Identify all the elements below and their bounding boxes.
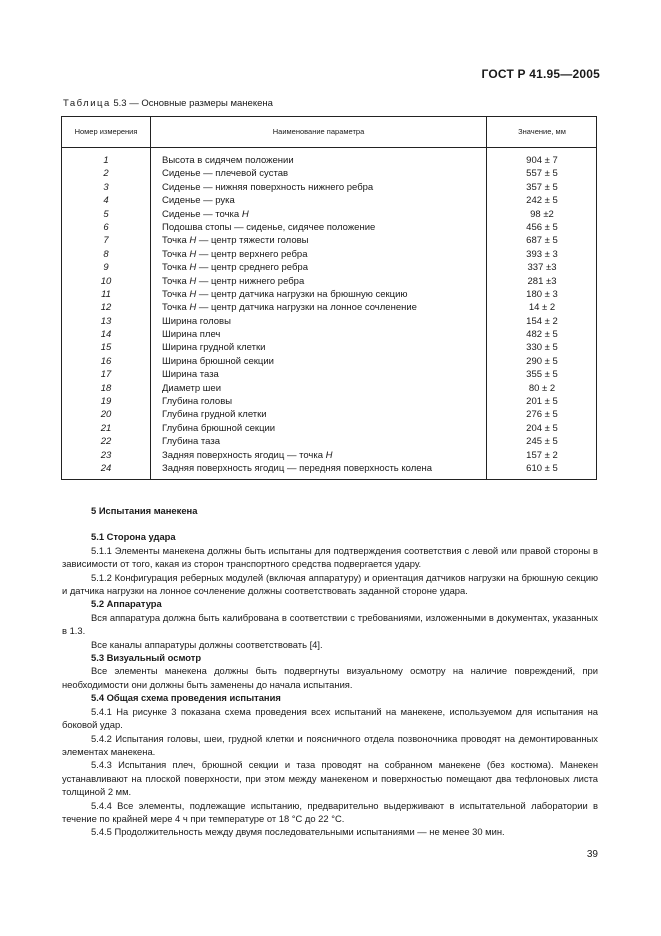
table-row (62, 154, 596, 167)
row-parameter: Ширина грудной клетки (162, 342, 266, 354)
subsection-heading: 5.2 Аппаратура (91, 598, 162, 610)
row-value: 330 ± 5 (526, 342, 558, 354)
table-row (62, 315, 596, 328)
row-value: 14 ± 2 (528, 302, 556, 314)
row-number: 11 (101, 288, 111, 300)
row-number: 9 (103, 262, 109, 274)
row-number: 21 (100, 422, 112, 434)
row-parameter: Сиденье — точка H (162, 208, 249, 220)
table-row (62, 355, 596, 368)
paragraph: 5.4.3 Испытания плеч, брюшной секции и таза проводят на собранном манекене (без костюма). Манекен устанавливают на плоской поверхности, при этом между манекеном и поверхностью помещают два тефлоновых листа толщиной 2 мм. (62, 759, 598, 798)
row-value: 281 ±3 (527, 275, 557, 287)
table-row (62, 449, 596, 462)
table-row (62, 167, 596, 180)
row-value: 290 ± 5 (526, 355, 558, 367)
dimensions-table (61, 116, 597, 480)
row-value: 482 ± 5 (526, 329, 558, 341)
row-parameter: Точка H — центр среднего ребра (162, 262, 308, 274)
row-parameter: Глубина грудной клетки (162, 409, 267, 421)
subsection-heading: 5.4 Общая схема проведения испытания (91, 692, 281, 704)
row-value: 355 ± 5 (526, 369, 558, 381)
table-row (62, 181, 596, 194)
table-row (62, 261, 596, 274)
row-value: 245 ± 5 (526, 436, 558, 448)
row-number: 1 (103, 155, 109, 166)
row-value: 276 ± 5 (526, 409, 558, 421)
row-value: 154 ± 2 (526, 315, 558, 327)
row-number: 16 (100, 355, 112, 367)
row-number: 10 (100, 275, 112, 287)
page-number: 39 (586, 849, 598, 860)
row-value: 242 ± 5 (526, 195, 558, 207)
subsection-heading: 5.1 Сторона удара (91, 531, 176, 543)
row-parameter: Задняя поверхность ягодиц — передняя поверхность колена (162, 462, 433, 474)
row-number: 24 (100, 462, 112, 474)
table-caption-text: 5.3 — Основные размеры манекена (110, 98, 273, 109)
row-parameter: Глубина брюшной секции (162, 422, 276, 434)
paragraph: 5.4.5 Продолжительность между двумя последовательными испытаниями — не менее 30 мин. (91, 826, 505, 838)
table-row (62, 234, 596, 247)
paragraph: 5.4.4 Все элементы, подлежащие испытанию, предварительно выдерживают в испытательной лаборатории в течение по крайней мере 4 ч при температуре от 18 °С до 22 °С. (62, 799, 598, 824)
row-parameter: Точка H — центр датчика нагрузки на лонное сочленение (162, 302, 417, 314)
table-row (62, 301, 596, 314)
row-number: 19 (100, 396, 112, 408)
row-number: 7 (103, 235, 109, 247)
row-value: 201 ± 5 (526, 396, 558, 408)
row-parameter: Глубина головы (162, 396, 233, 408)
table-body (62, 154, 596, 475)
row-parameter: Задняя поверхность ягодиц — точка H (162, 449, 333, 461)
row-value: 157 ± 2 (526, 449, 558, 461)
row-parameter: Подошва стопы — сиденье, сидячее положение (162, 221, 376, 233)
row-value: 904 ± 7 (526, 155, 558, 166)
row-value: 357 ± 5 (526, 181, 558, 193)
standard-designation: ГОСТ Р 41.95—2005 (481, 67, 600, 81)
table-caption-label: Таблица (63, 98, 111, 109)
table-row (62, 462, 596, 475)
row-number: 4 (103, 195, 109, 207)
row-value: 557 ± 5 (526, 168, 558, 180)
row-number: 8 (103, 248, 109, 260)
table-row (62, 288, 596, 301)
table-row (62, 408, 596, 421)
row-value: 687 ± 5 (526, 235, 558, 247)
table-row (62, 208, 596, 221)
row-value: 180 ± 3 (526, 288, 558, 300)
paragraph: 5.4.1 На рисунке 3 показана схема проведения всех испытаний на манекене, используемом для испытания на боковой удар. (62, 705, 598, 731)
row-value: 98 ±2 (530, 208, 554, 220)
paragraph: 5.1.1 Элементы манекена должны быть испытаны для подтверждения соответствия с левой или правой стороны в зависимости от того, какая из сторон транспортного средства подвергается удару. (62, 544, 598, 570)
table-row (62, 435, 596, 448)
table-row (62, 382, 596, 395)
table-row (62, 248, 596, 261)
row-parameter: Диаметр шеи (162, 382, 222, 394)
subsection-heading: 5.3 Визуальный осмотр (91, 652, 202, 664)
row-value: 80 ± 2 (528, 382, 556, 394)
column-header-value: Значение, мм (518, 127, 566, 136)
row-value: 456 ± 5 (526, 221, 558, 233)
paragraph: Все элементы манекена должны быть подвергнуты визуальному осмотру на наличие повреждений, при необходимости они должны быть заменены до начала испытания. (62, 665, 598, 690)
row-number: 18 (100, 382, 112, 394)
row-number: 20 (100, 409, 112, 421)
row-number: 2 (103, 168, 109, 180)
column-header-parameter: Наименование параметра (272, 127, 365, 136)
table-row (62, 221, 596, 234)
section-heading: 5 Испытания манекена (91, 505, 198, 516)
row-parameter: Сиденье — плечевой сустав (162, 168, 289, 180)
row-number: 13 (100, 315, 112, 327)
row-parameter: Сиденье — рука (162, 195, 235, 207)
table-row (62, 341, 596, 354)
row-value: 393 ± 3 (526, 248, 558, 260)
paragraph: Все каналы аппаратуры должны соответствовать [4]. (91, 638, 323, 650)
row-number: 17 (100, 369, 112, 381)
paragraph: 5.4.2 Испытания головы, шеи, грудной клетки и поясничного отдела позвоночника проводят на демонтированных элементах манекена. (62, 732, 598, 757)
table-row (62, 395, 596, 408)
table-row (62, 328, 596, 341)
row-value: 610 ± 5 (526, 462, 558, 474)
row-parameter: Ширина брюшной секции (162, 355, 274, 367)
table-row (62, 194, 596, 207)
table-header (62, 117, 596, 148)
row-number: 6 (103, 221, 109, 233)
table-caption (63, 98, 273, 109)
row-parameter: Ширина плеч (162, 329, 221, 341)
paragraph: Вся аппаратура должна быть калибрована в соответствии с требованиями, изложенными в документах, указанных в 1.3. (62, 611, 598, 637)
row-parameter: Ширина головы (162, 315, 231, 327)
row-value: 204 ± 5 (526, 422, 558, 434)
row-parameter: Точка H — центр нижнего ребра (162, 275, 305, 287)
row-value: 337 ±3 (527, 262, 557, 274)
paragraph: 5.1.2 Конфигурация реберных модулей (включая аппаратуру) и ориентация датчиков нагрузки на брюшную секцию и датчика нагрузки на лонное сочленение должны соответствовать заданной стороне удара. (62, 571, 598, 597)
row-parameter: Точка H — центр тяжести головы (162, 235, 309, 247)
row-number: 12 (100, 302, 112, 314)
row-number: 15 (100, 342, 112, 354)
column-header-number: Номер измерения (74, 127, 138, 136)
body-text (62, 504, 598, 839)
row-number: 22 (100, 436, 112, 448)
row-parameter: Высота в сидячем положении (162, 155, 294, 166)
row-parameter: Точка H — центр верхнего ребра (162, 248, 308, 260)
row-number: 14 (100, 329, 112, 341)
row-parameter: Глубина таза (162, 436, 220, 448)
table-row (62, 422, 596, 435)
table-row (62, 275, 596, 288)
row-parameter: Сиденье — нижняя поверхность нижнего ребра (162, 181, 374, 193)
table-row (62, 368, 596, 381)
row-number: 23 (100, 449, 112, 461)
row-parameter: Точка H — центр датчика нагрузки на брюшную секцию (162, 288, 408, 300)
row-parameter: Ширина таза (162, 369, 219, 381)
row-number: 5 (103, 208, 109, 220)
row-number: 3 (103, 181, 109, 193)
